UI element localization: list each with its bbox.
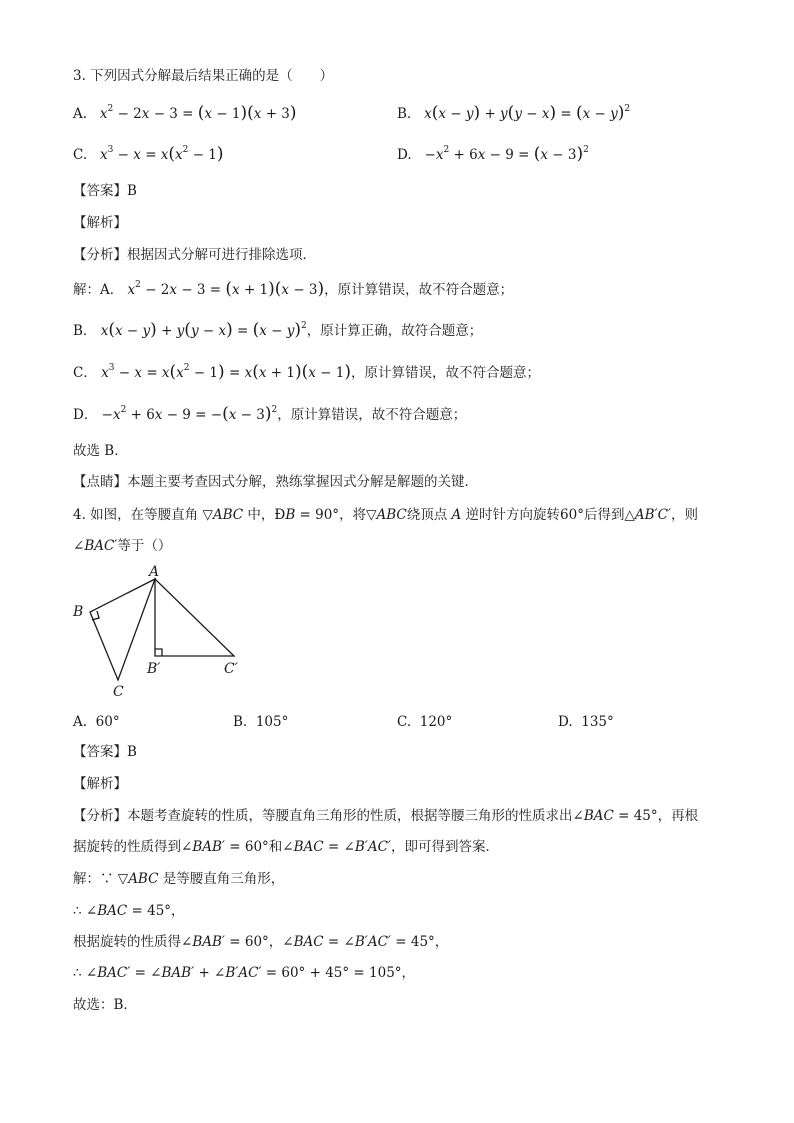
q3-answer: 【答案】B — [73, 183, 137, 199]
q3-option-c-formula: $x^3 - x = x(x^2 - 1)$ — [91, 144, 224, 164]
label-c-prime: C′ — [224, 661, 238, 677]
q3-option-d[interactable] — [397, 144, 589, 165]
q3-jiexi: 【解析】 — [73, 215, 127, 231]
q4-rotation-figure — [70, 562, 250, 702]
triangle-abc-shape — [90, 579, 155, 680]
q3-option-b-formula: $x(x - y) + y(y - x) = (x - y)^2$ — [415, 103, 631, 123]
q3-option-b-label: B. — [397, 106, 412, 122]
q4-triangle-ab1c1: △AB′C′ — [624, 507, 672, 523]
label-b-prime: B′ — [147, 661, 161, 677]
q4-choose: 故选：B． — [73, 997, 137, 1013]
triangle-ab1c1-shape — [155, 579, 234, 656]
q4-option-b[interactable]: B. 105° — [233, 714, 289, 730]
q3-option-d-label: D. — [397, 147, 412, 163]
q3-fenxi: 【分析】根据因式分解可进行排除选项． — [73, 247, 316, 263]
q3-option-c[interactable] — [73, 144, 224, 165]
q3-option-a[interactable] — [73, 103, 297, 124]
q4-angle-b: ÐB = 90° — [274, 507, 340, 523]
q4-answer: 【答案】B — [73, 744, 137, 760]
label-a: A — [149, 564, 160, 580]
q4-solution-line2: ∴ ∠BAC = 45°， — [73, 903, 185, 919]
q4-fenxi-line1: 【分析】本题考查旋转的性质，等腰直角三角形的性质，根据等腰三角形的性质求出∠BAC = 45°，再根 — [73, 808, 699, 824]
q3-option-a-formula: $x^2 - 2x - 3 = (x - 1)(x + 3)$ — [91, 103, 297, 123]
q3-dianjing: 【点睛】本题主要考查因式分解，熟练掌握因式分解是解题的关键． — [73, 474, 478, 490]
q4-stem-line1: 4. 如图，在等腰直角 ▽ABC 中，ÐB = 90°，将▽ABC绕顶点 A 逆时针方向旋转60°后得到△AB′C′，则 — [73, 507, 699, 523]
q3-solution-a: 解：A． $x^2 - 2x - 3 = (x + 1)(x - 3)$，原计算错误，故不符合题意； — [73, 279, 514, 299]
q4-stem-line2: ∠BAC′等于（） — [73, 538, 172, 554]
q3-option-d-formula: $-x^2 + 6x - 9 = (x - 3)^2$ — [424, 144, 589, 164]
q4-triangle-abc: ▽ABC — [202, 507, 248, 523]
q4-option-d[interactable]: D. 135° — [558, 714, 614, 730]
q4-solution-line3: 根据旋转的性质得∠BAB′ = 60°，∠BAC = ∠B′AC′ = 45°， — [73, 934, 449, 950]
q4-option-c[interactable]: C. 120° — [397, 714, 453, 730]
q4-angle-bac1: ∠BAC′ — [73, 538, 118, 554]
q4-fenxi-line2: 据旋转的性质得到∠BAB′ = 60°和∠BAC = ∠B′AC′，即可得到答案． — [73, 839, 499, 855]
q3-option-b[interactable] — [397, 103, 630, 124]
q4-solution-line4: ∴ ∠BAC′ = ∠BAB′ + ∠B′AC′ = 60° + 45° = 105°， — [73, 965, 416, 981]
label-b: B — [73, 604, 84, 620]
q4-jiexi: 【解析】 — [73, 776, 127, 792]
q3-solution-c: C． $x^3 - x = x(x^2 - 1) = x(x + 1)(x - 1)$，原计算错误，故不符合题意； — [73, 362, 540, 382]
q3-stem: 3. 下列因式分解最后结果正确的是（ ） — [73, 68, 334, 84]
q3-choose: 故选 B． — [73, 443, 128, 459]
q3-solution-d-formula: $-x^2 + 6x - 9 = -(x - 3)^2$ — [101, 404, 278, 424]
q3-solution-b: B． $x(x - y) + y(y - x) = (x - y)^2$，原计算正确，故符合题意； — [73, 320, 483, 340]
q4-solution-line1: 解：∵ ▽ABC 是等腰直角三角形， — [73, 871, 285, 887]
q3-option-c-label: C. — [73, 147, 88, 163]
q3-solution-d: D． $-x^2 + 6x - 9 = -(x - 3)^2$，原计算错误，故不符合题意； — [73, 404, 467, 424]
q4-option-a[interactable]: A. 60° — [73, 714, 120, 730]
q3-option-a-label: A. — [73, 106, 88, 122]
label-c: C — [113, 684, 124, 700]
q3-solution-c-formula: $x^3 - x = x(x^2 - 1) = x(x + 1)(x - 1)$ — [101, 362, 351, 382]
right-angle-mark-b1 — [155, 649, 162, 656]
q3-solution-b-formula: $x(x - y) + y(y - x) = (x - y)^2$ — [100, 320, 307, 340]
q3-solution-a-formula: $x^2 - 2x - 3 = (x + 1)(x - 3)$ — [127, 279, 325, 299]
